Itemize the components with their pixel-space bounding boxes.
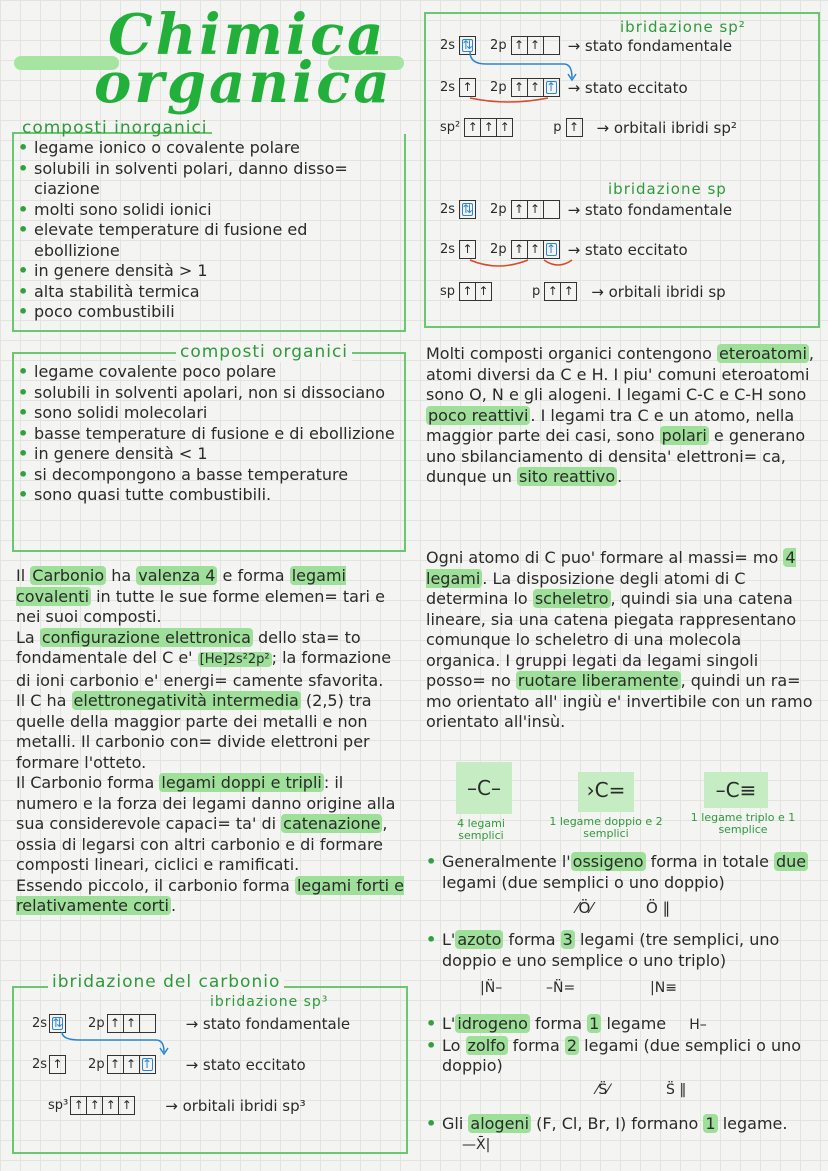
bond-triple-caption: 1 legame triplo e 1 semplice (690, 811, 796, 836)
list-item: • Gli alogeni (F, Cl, Br, I) formano 1 legame. —X̄| (426, 1114, 818, 1156)
list-item: • in genere densità > 1 (18, 261, 394, 282)
list-item: • si decompongono a basse temperature (18, 465, 398, 486)
list-item: • sono solidi molecolari (18, 403, 398, 424)
sp2-row-excited: 2s ↑ 2p ↑ ↑ ↑ → stato eccitato (440, 78, 688, 97)
list-item: • molti sono solidi ionici (18, 200, 394, 221)
sp2-title: ibridazione sp² (620, 18, 746, 36)
hydrogen-structure: H– (689, 1017, 707, 1033)
sp2-row-ground: 2s ⇅ 2p ↑ ↑ → stato fondamentale (440, 36, 733, 55)
list-item: • Lo zolfo forma 2 legami (due semplici o uno doppio) ⁄S̈⁄ S̈ ‖ (426, 1036, 818, 1114)
sp2-promotion-arrow (468, 50, 588, 106)
sp3-promotion-arrow (60, 1030, 170, 1058)
hybrid-heading: ibridazione del carbonio (48, 972, 284, 992)
list-item: • poco combustibili (18, 302, 394, 323)
sp-row-ground: 2s ⇅ 2p ↑ ↑ → stato fondamentale (440, 200, 733, 219)
organic-list (18, 362, 398, 506)
carbon-paragraph: Il Carbonio ha valenza 4 e forma legami covalenti in tutte le sue forme elemen= tari e nei suoi composti. La configurazione elettronica dello sta= to fondamentale del C e' [He]2s²2p² ; la formazione di ioni carbonio e' energi= camente sfavorita. Il C ha elettronegatività intermedia (2,5) tra quelle della maggior parte dei metalli e non metalli. Il carbonio con= divide elettroni per formare l'otteto. Il Carbonio forma legami doppi e tripli : il numero e la forza dei legami danno origine alla sua considerevole capaci= ta' di catenazione , ossia di legarsi con altri carbonio e di formare composti lineari, ciclici e ramificati. Essendo piccolo, il carbonio forma legami forti e relativamente corti . (16, 566, 404, 915)
heteroatoms-paragraph: Molti composti organici contengono eteroatomi , atomi diversi da C e H. I piu' comuni eteroatomi sono O, N e gli alogeni. I legami C-C e C-H sono poco reattivi . I legami tra C e un atomo, nella maggior parte dei casi, sono polari e generano uno sbilanciamento di densita' elettroni= ca, dunque un sito reattivo . (426, 344, 814, 486)
sp3-row-hybrid: sp³ ↑ ↑ ↑ ↑ → orbitali ibridi sp³ (48, 1096, 306, 1115)
list-item: • alta stabilità termica (18, 282, 394, 303)
list-item: • basse temperature di fusione e di ebollizione (18, 424, 398, 445)
organic-heading: composti organici (176, 342, 352, 362)
inorganic-list (18, 138, 394, 323)
elements-list (426, 852, 818, 1156)
bond-single: –C– (467, 776, 501, 800)
nitrogen-structure-single: |N̈– (480, 980, 503, 996)
sp3-row-ground: 2s ⇅ 2p ↑ ↑ → stato fondamentale (32, 1014, 351, 1033)
sulfur-structure-single: ⁄S̈⁄ (596, 1081, 610, 1098)
sp-row-excited: 2s ↑ 2p ↑ ↑ ↑ → stato eccitato (440, 240, 688, 259)
list-item: • solubili in solventi apolari, non si dissociano (18, 383, 398, 404)
oxygen-structure-double: Ö ‖ (646, 899, 671, 917)
sp3-title: ibridazione sp³ (210, 994, 329, 1010)
nitrogen-structure-triple: |N≡ (650, 980, 677, 996)
sp-row-hybrid: sp ↑ ↑ p ↑ ↑ → orbitali ibridi sp (440, 282, 726, 301)
sp-brace (468, 256, 588, 276)
sp3-row-excited: 2s ↑ 2p ↑ ↑ ↑ → stato eccitato (32, 1055, 306, 1074)
title-line2: organica (94, 50, 393, 116)
list-item: • L' azoto forma 3 legami (tre semplici, uno doppio e uno semplice o uno triplo) |N̈– –N̈= |N≡ (426, 930, 818, 1014)
sp2-row-hybrid: sp² ↑ ↑ ↑ p ↑ → orbitali ibridi sp² (440, 118, 737, 137)
halogen-structure: —X̄| (462, 1137, 491, 1153)
skeleton-paragraph: Ogni atomo di C puo' formare al massi= mo 4 legami . La disposizione degli atomi di C determina lo scheletro , quindi sia una catena lineare, sia una catena piegata rappresentano comunque lo scheletro di una molecola organica. I gruppi legati da legami singoli posso= no ruotare liberamente , quindi un ra= mo orientato all' ingiù e' invertibile con un ramo orientato all'insù. (426, 548, 813, 731)
list-item: • in genere densità < 1 (18, 444, 398, 465)
bond-single-caption: 4 legami semplici (457, 817, 505, 842)
nitrogen-structure-double: –N̈= (546, 980, 576, 996)
list-item: • solubili in solventi polari, danno disso= ciazione (18, 159, 394, 200)
list-item: • L' idrogeno forma 1 legame H– (426, 1014, 818, 1036)
list-item: • Generalmente l' ossigeno forma in totale due legami (due semplici o uno doppio) ⁄Ö⁄ Ö ‖ (426, 852, 818, 930)
oxygen-structure-single: ⁄Ö⁄ (576, 899, 593, 917)
list-item: • legame ionico o covalente polare (18, 138, 394, 159)
list-item: • elevate temperature di fusione ed ebollizione (18, 220, 394, 261)
list-item: • legame covalente poco polare (18, 362, 398, 383)
sulfur-structure-double: S̈ ‖ (666, 1081, 687, 1098)
sp-title: ibridazione sp (608, 180, 727, 198)
title-line1: Chimica (108, 2, 387, 68)
bond-double: ›C= (586, 778, 626, 802)
list-item: • sono quasi tutte combustibili. (18, 485, 398, 506)
bond-triple: –C≡ (715, 778, 757, 802)
inorganic-heading: composti inorganici (22, 118, 208, 138)
bond-double-caption: 1 legame doppio e 2 semplici (549, 815, 663, 840)
